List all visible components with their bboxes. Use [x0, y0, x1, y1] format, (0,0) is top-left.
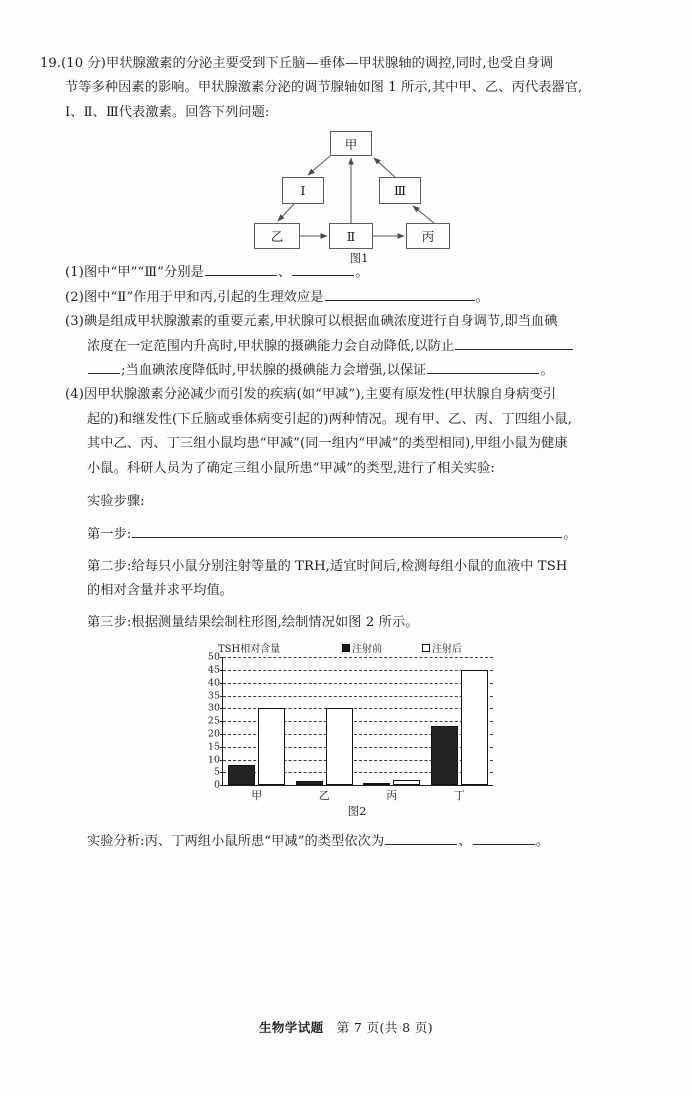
chart-y-tick-label: 25	[207, 715, 220, 727]
diagram-node-bing-label: 丙	[421, 229, 435, 245]
q19-number: 19.	[40, 56, 61, 71]
chart-y-tick-label: 35	[207, 689, 220, 701]
chart-x-tick-label: 丁	[453, 789, 465, 803]
q19-3-blank-a-cont[interactable]	[88, 360, 120, 374]
q19-1-prefix: (1)图中“甲”“Ⅲ”分别是	[65, 265, 204, 281]
chart-y-tickmark	[220, 670, 224, 671]
q19-2-prefix: (2)图中“Ⅱ”作用于甲和丙,引起的生理效应是	[65, 289, 324, 305]
q19-stem-line-3: Ⅰ、Ⅱ、Ⅲ代表激素。回答下列问题:	[65, 104, 270, 120]
chart-x-tick-label: 丙	[386, 789, 398, 803]
figure-1	[254, 129, 464, 266]
diagram-node-jia-label: 甲	[344, 136, 358, 152]
chart-bar	[393, 780, 420, 785]
chart-x-tick-label: 甲	[251, 789, 263, 803]
question-19	[40, 52, 654, 125]
chart-gridline	[223, 683, 493, 684]
chart-gridline	[223, 696, 493, 697]
q19-3-text-3: ;当血碘浓度降低时,甲状腺的摄碘能力会增强,以保证	[121, 362, 427, 378]
page-footer	[0, 1018, 692, 1036]
q19-3-line-2	[40, 335, 654, 359]
q19-4-line-1: (4)因甲状腺激素分泌减少而引发的疾病(如“甲减”),主要有原发性(甲状腺自身病变引	[65, 387, 557, 403]
chart-y-tick-label: 20	[207, 728, 220, 740]
q19-4-line-2: 起的)和继发性(下丘脑或垂体病变引起的)两种情况。现有甲、乙、丙、丁四组小鼠,	[87, 411, 573, 427]
q19-analysis-line	[40, 830, 654, 854]
footer-subject-title: 生物学试题	[259, 1020, 324, 1035]
footer-pagination: 第 7 页(共 8 页)	[336, 1020, 433, 1035]
q19-2-suffix: 。	[475, 289, 489, 305]
chart-x-tick-label: 乙	[318, 789, 330, 803]
chart-y-tickmark	[220, 657, 224, 658]
q19-3-line-1: (3)碘是组成甲状腺激素的重要元素,甲状腺可以根据血碘浓度进行自身调节,即当血碘	[65, 314, 558, 330]
q19-4-line-4: 小鼠。科研人员为了确定三组小鼠所患“甲减”的类型,进行了相关实验:	[87, 460, 495, 476]
chart-y-tick-label: 50	[207, 651, 220, 663]
figure-2-caption: 图2	[347, 804, 367, 819]
legend-swatch-filled-icon	[342, 644, 350, 652]
figure-2-container	[40, 641, 654, 826]
question-19-analysis	[40, 830, 654, 854]
chart-y-tick-label: 0	[213, 779, 220, 791]
q19-3-text-2: 浓度在一定范围内升高时,甲状腺的摄碘能力会自动降低,以防止	[87, 338, 455, 354]
q19-4-step-3: 第三步:根据测量结果绘制柱形图,绘制情况如图 2 所示。	[87, 614, 419, 630]
chart-y-tick-label: 40	[207, 677, 220, 689]
legend-label-post: 注射后	[432, 644, 462, 656]
q19-4-steps-title: 实验步骤:	[87, 494, 145, 510]
q19-2-line	[40, 286, 654, 310]
q19-3-suffix: 。	[540, 362, 554, 378]
chart-y-tickmark	[220, 708, 224, 709]
question-19-sub-3	[40, 310, 654, 383]
diagram-node-hormone-I-label: Ⅰ	[300, 183, 306, 199]
chart-y-tick-label: 45	[207, 664, 220, 676]
q19-4-step-1-suffix: 。	[563, 527, 577, 543]
q19-4-step-2-line-2: 的相对含量并求平均值。	[87, 583, 234, 599]
q19-4-step-1-prefix: 第一步:	[87, 527, 132, 543]
q19-analysis-blank-b[interactable]	[473, 831, 535, 845]
chart-y-tickmark	[220, 683, 224, 684]
chart-y-tick-label: 30	[207, 702, 220, 714]
chart-y-tickmark	[220, 785, 224, 786]
figure-1-container	[40, 129, 654, 266]
q19-3-blank-b[interactable]	[427, 360, 539, 374]
chart-gridline	[223, 657, 493, 658]
chart-y-tick-label: 5	[213, 766, 220, 778]
chart-bar	[296, 781, 323, 785]
legend-swatch-open-icon	[422, 644, 430, 652]
q19-4-step-2-line-1: 第二步:给每只小鼠分别注射等量的 TRH,适宜时间后,检测每组小鼠的血液中 TSH	[87, 558, 568, 574]
q19-stem-line-2: 节等多种因素的影响。甲状腺激素分泌的调节腺轴如图 1 所示,其中甲、乙、丙代表器官,	[65, 80, 583, 96]
figure-2	[190, 641, 520, 826]
chart-y-tickmark	[220, 721, 224, 722]
q19-4-step-1	[40, 523, 654, 547]
diagram-arrows	[254, 129, 464, 259]
page-content	[40, 52, 654, 855]
diagram-node-yi-label: 乙	[270, 229, 284, 245]
question-19-sub-2	[40, 286, 654, 310]
chart-bar	[326, 708, 353, 785]
q19-analysis-suffix: 。	[535, 834, 549, 850]
chart-title: TSH相对含量	[218, 644, 281, 656]
q19-1-suffix: 。	[355, 265, 369, 281]
diagram-node-hormone-III-label: Ⅲ	[393, 183, 407, 199]
q19-3-blank-a[interactable]	[455, 335, 573, 349]
q19-analysis-prefix: 实验分析:丙、丁两组小鼠所患“甲减”的类型依次为	[87, 834, 385, 850]
chart-bar	[363, 783, 390, 786]
q19-score: (10 分)	[60, 56, 107, 71]
q19-3-line-3	[40, 359, 654, 383]
chart-y-tickmark	[220, 747, 224, 748]
q19-4-step-1-blank[interactable]	[132, 524, 562, 538]
chart-gridline	[223, 670, 493, 671]
figure-1-caption: 图1	[349, 251, 369, 266]
chart-plot-area	[207, 651, 493, 803]
chart-y-tick-label: 15	[207, 741, 220, 753]
diagram-node-hormone-II-label: Ⅱ	[346, 228, 356, 244]
chart-y-tickmark	[220, 734, 224, 735]
chart-bar	[228, 765, 255, 785]
q19-stem-line-1	[40, 52, 654, 76]
chart-y-tickmark	[220, 772, 224, 773]
chart-bar	[431, 726, 458, 785]
chart-legend-item-post	[422, 640, 462, 655]
chart-bar	[258, 708, 285, 785]
chart-bar	[461, 670, 488, 785]
chart-y-tickmark	[220, 760, 224, 761]
q19-analysis-separator: 、	[458, 834, 472, 850]
q19-stem-text-1: 甲状腺激素的分泌主要受到下丘脑—垂体—甲状腺轴的调控,同时,也受自身调	[106, 56, 554, 71]
q19-4-line-3: 其中乙、丙、丁三组小鼠均患“甲减”(同一组内“甲减”的类型相同),甲组小鼠为健康	[87, 436, 568, 452]
chart-legend-item-pre	[342, 640, 382, 655]
legend-label-pre: 注射前	[352, 644, 382, 656]
question-19-sub-4	[40, 383, 654, 635]
q19-analysis-blank-a[interactable]	[385, 831, 457, 845]
q19-2-blank[interactable]	[325, 287, 475, 301]
q19-1-separator: 、	[277, 265, 292, 281]
chart-y-tick-label: 10	[207, 753, 220, 765]
chart-y-tickmark	[220, 696, 224, 697]
